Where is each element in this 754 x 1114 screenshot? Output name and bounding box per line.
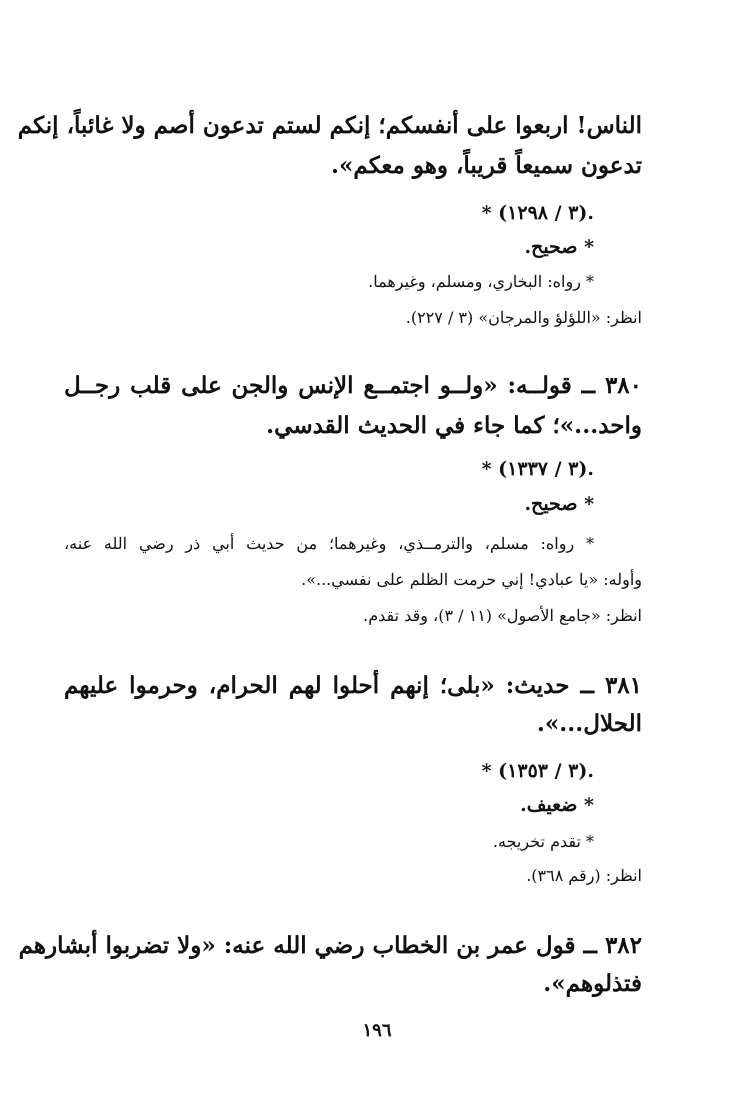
entry-382-heading-line-1: ٣٨٢ ــ قول عمر بن الخطاب رضي الله عنه: «ولا تضربوا أبشارهم: [18, 932, 642, 959]
entry-380-source-line-2: وأوله: «يا عبادي! إني حرمت الظلم على نفسي...».: [301, 570, 642, 589]
entry-380-heading-line-2: واحد...»؛ كما جاء في الحديث القدسي.: [266, 412, 642, 439]
entry-380-ref: * (٣ / ١٣٣٧).: [481, 458, 594, 480]
entry-379-grade: * صحيح.: [524, 236, 594, 258]
page-number: ١٩٦: [362, 1020, 392, 1041]
entry-381-heading-line-1: ٣٨١ ــ حديث: «بلى؛ إنهم أحلوا لهم الحرام، وحرموا عليهم: [64, 672, 642, 699]
entry-381-heading-line-2: الحلال...».: [536, 710, 642, 737]
entry-380-heading-line-1: ٣٨٠ ــ قولــه: «ولــو اجتمــع الإنس والجن على قلب رجــل: [64, 372, 642, 399]
entry-379-line-2: تدعون سميعاً قريباً، وهو معكم».: [331, 152, 642, 179]
entry-380-source-line-1: * رواه: مسلم، والترمــذي، وغيرهما؛ من حديث أبي ذر رضي الله عنه،: [64, 534, 594, 553]
entry-381-ref: * (٣ / ١٣٥٣).: [481, 760, 594, 782]
entry-381-note: * تقدم تخريجه.: [492, 832, 594, 851]
entry-379-line-1: الناس! اربعوا على أنفسكم؛ إنكم لستم تدعون أصم ولا غائباً، إنكم: [17, 112, 642, 139]
entry-381-grade: * ضعيف.: [520, 794, 594, 816]
entry-379-source: * رواه: البخاري، ومسلم، وغيرهما.: [368, 272, 594, 291]
entry-382-heading-line-2: فتذلوهم».: [543, 970, 642, 997]
entry-379-see: انظر: «اللؤلؤ والمرجان» (٣ / ٢٢٧).: [405, 308, 642, 327]
entry-379-ref: * (٣ / ١٢٩٨).: [481, 202, 594, 224]
entry-380-see: انظر: «جامع الأصول» (١١ / ٣)، وقد تقدم.: [363, 606, 642, 625]
entry-381-see: انظر: (رقم ٣٦٨).: [526, 866, 642, 885]
entry-380-grade: * صحيح.: [524, 493, 594, 515]
